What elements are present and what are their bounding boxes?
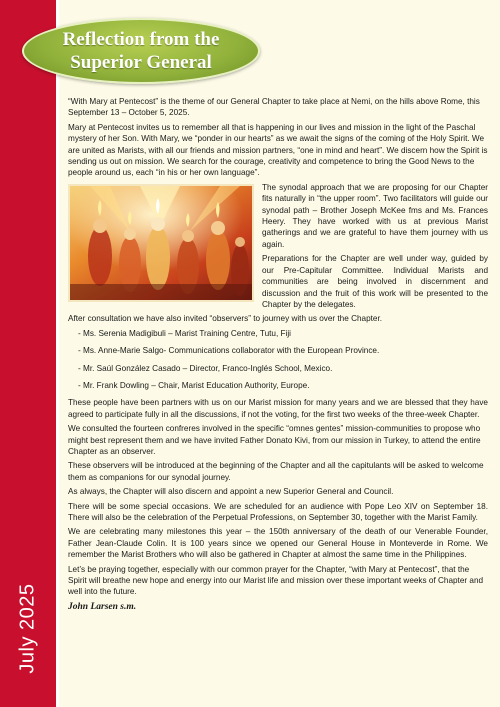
paragraph-special-occasions: There will be some special occasions. We are scheduled for an audience with Pope Leo XIV on September 18. There will also be the celebration of the Perpetual Professions, on September 30, together with the Marist Family. xyxy=(68,501,488,522)
observers-list xyxy=(78,328,488,392)
paragraph-prayer: Let’s be praying together, especially with our common prayer for the Chapter, “with Mary at Pentecost”, that the Spirit will breathe new hope and energy into our Marist life and mission over these important weeks of Chapter and well into the future. xyxy=(68,564,484,597)
pentecost-painting-image xyxy=(70,186,252,300)
red-sidebar xyxy=(0,0,56,707)
title-banner xyxy=(22,18,260,84)
signature: John Larsen s.m. xyxy=(68,601,137,612)
sidebar-divider xyxy=(56,0,59,707)
issue-date-text: July 2025 xyxy=(16,582,39,674)
paragraph-welcome-observers: These observers will be introduced at the beginning of the Chapter and all the capitulants will be asked to welcome them as companions for our synodal journey. xyxy=(68,461,484,482)
issue-date xyxy=(4,578,52,678)
paragraph-intro: “With Mary at Pentecost” is the theme of our General Chapter to take place at Nemi, on the hills above Rome, this September 13 – October 5, 2025. xyxy=(68,97,480,118)
paragraph-mary-at-pentecost: Mary at Pentecost invites us to remember all that is happening in our lives and mission in the light of the Paschal mystery of her Son. With Mary, we “ponder in our hearts” as we await the signs of the coming of the Holy Spirit. We are united as Marists, with all our friends and mission partners, “one in mind and heart”. We discern how the Spirit is sending us out on mission. We search for the courage, creativity and competence to bring the Good News to the people around us, each “in his or her own language”. xyxy=(68,122,488,178)
pentecost-painting xyxy=(68,184,254,302)
observer-item: - Ms. Serenia Madigibuli – Marist Training Centre, Tutu, Fiji xyxy=(78,328,291,338)
paragraph-superior-general: As always, the Chapter will also discern and appoint a new Superior General and Council. xyxy=(68,487,394,497)
paragraph-omnes-gentes: We consulted the fourteen confreres involved in the specific “omnes gentes” mission-communities to propose who might best represent them and we have invited Father Donato Kivi, from our mission in Turkey, to attend the entire Chapter as an observer. xyxy=(68,424,481,456)
observer-item: - Mr. Saúl González Casado – Director, Franco-Inglés School, Mexico. xyxy=(78,363,333,373)
observer-item: - Ms. Anne-Marie Salgo- Communications collaborator with the European Province. xyxy=(78,346,380,356)
paragraph-partners: These people have been partners with us on our Marist mission for many years and we are blessed that they have agreed to participate fully in all the discussions, if not the voting, for the first two weeks of the three-week Chapter. xyxy=(68,398,488,419)
observer-item: - Mr. Frank Dowling – Chair, Marist Education Authority, Europe. xyxy=(78,380,310,390)
article-body xyxy=(68,96,488,613)
paragraph-synodal-approach: The synodal approach that we are proposing for our Chapter fits naturally in “the upper room”. Two facilitators will guide our synodal path – Brother Joseph McKee fms and Ms. Frances Heery. They have worked with us at previous Marist gatherings and we are grateful to have them journey with us again. xyxy=(262,182,488,249)
paragraph-milestones: We are celebrating many milestones this year – the 150th anniversary of the death of our Venerable Founder, Father Jean-Claude Colin. It is 100 years since we opened our General House in Monteverde in Rome. We remember the Marist Brothers who will also be gathered in Chapter at almost the same time in the Philippines. xyxy=(68,527,488,560)
title-line-1: Reflection from the xyxy=(62,29,220,50)
title-line-2: Superior General xyxy=(70,52,212,73)
paragraph-observers-intro: After consultation we have also invited “observers” to journey with us over the Chapter. xyxy=(68,314,383,324)
paragraph-preparations: Preparations for the Chapter are well under way, guided by our Pre-Capitular Committee. Individual Marists and communities are being involved in discernment and discussion and the fruit of this work will be presented to the Chapter by the delegates. xyxy=(262,254,488,309)
